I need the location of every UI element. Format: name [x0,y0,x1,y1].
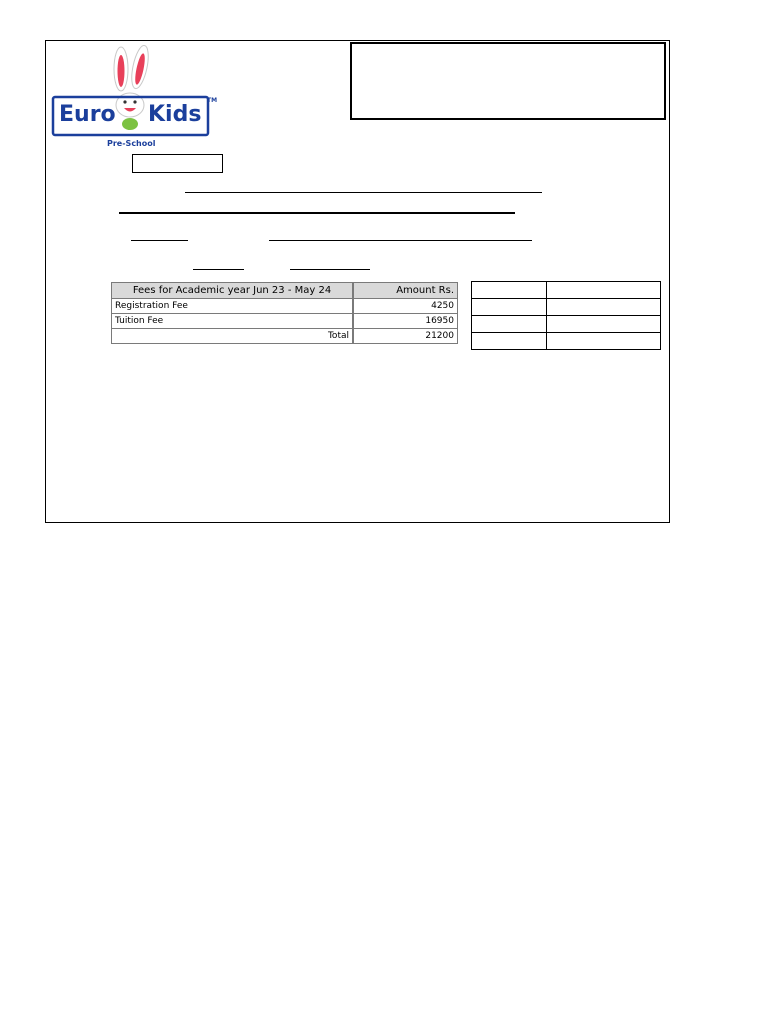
blank-line-4b [290,269,370,270]
blank-line-3b [269,240,532,241]
logo-tagline: Pre-School [107,139,156,148]
fee-header-amount: Amount Rs. [353,283,458,299]
fee-row-amount: 4250 [353,299,458,314]
grid-cell [472,282,547,299]
grid-cell [472,333,547,350]
blank-line-2 [119,212,515,214]
logo-trademark: TM [207,97,218,104]
table-row [112,299,458,314]
total-label: Total [112,329,354,344]
receipt-number-box [132,154,223,173]
total-amount: 21200 [353,329,458,344]
fee-row-label: Registration Fee [112,299,354,314]
grid-row [472,316,661,333]
fee-row-amount: 16950 [353,314,458,329]
logo-text-euro: Euro [59,102,116,127]
logo-text-kids: Kids [148,102,202,127]
fee-header-label: Fees for Academic year Jun 23 - May 24 [112,283,354,299]
blank-line-3a [131,240,188,241]
fee-table-header [112,283,458,299]
stamp-box [350,42,666,120]
grid-row [472,299,661,316]
blank-line-4a [193,269,244,270]
bunny-mascot-icon [50,45,218,151]
grid-cell [547,333,661,350]
grid-cell [547,316,661,333]
table-row [112,314,458,329]
blank-grid [471,281,661,350]
grid-cell [547,282,661,299]
fee-row-label: Tuition Fee [112,314,354,329]
grid-cell [472,316,547,333]
grid-row [472,333,661,350]
grid-cell [472,299,547,316]
eurokids-logo [50,45,218,151]
fee-table [111,282,458,344]
total-row [112,329,458,344]
grid-cell [547,299,661,316]
grid-row [472,282,661,299]
blank-line-1 [185,192,542,193]
